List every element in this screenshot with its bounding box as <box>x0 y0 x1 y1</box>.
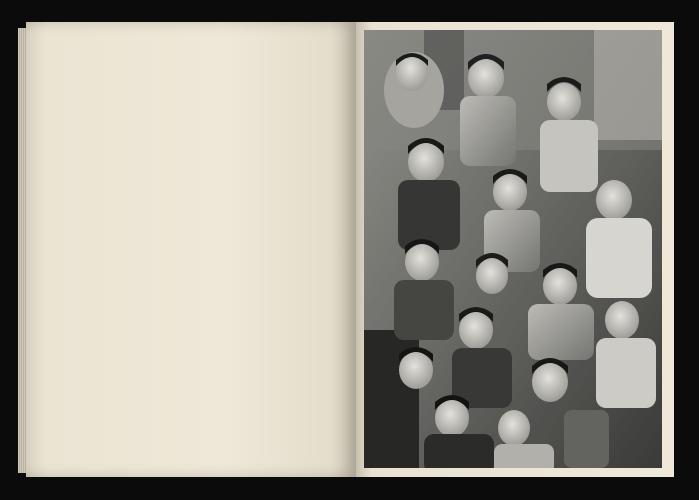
group-photo-image <box>364 30 662 468</box>
right-page <box>356 22 674 477</box>
page-edges <box>18 28 26 473</box>
footnote <box>62 158 340 160</box>
running-header <box>54 42 60 51</box>
left-page <box>26 22 356 477</box>
book-spread <box>26 22 674 477</box>
archival-photo <box>364 30 662 468</box>
